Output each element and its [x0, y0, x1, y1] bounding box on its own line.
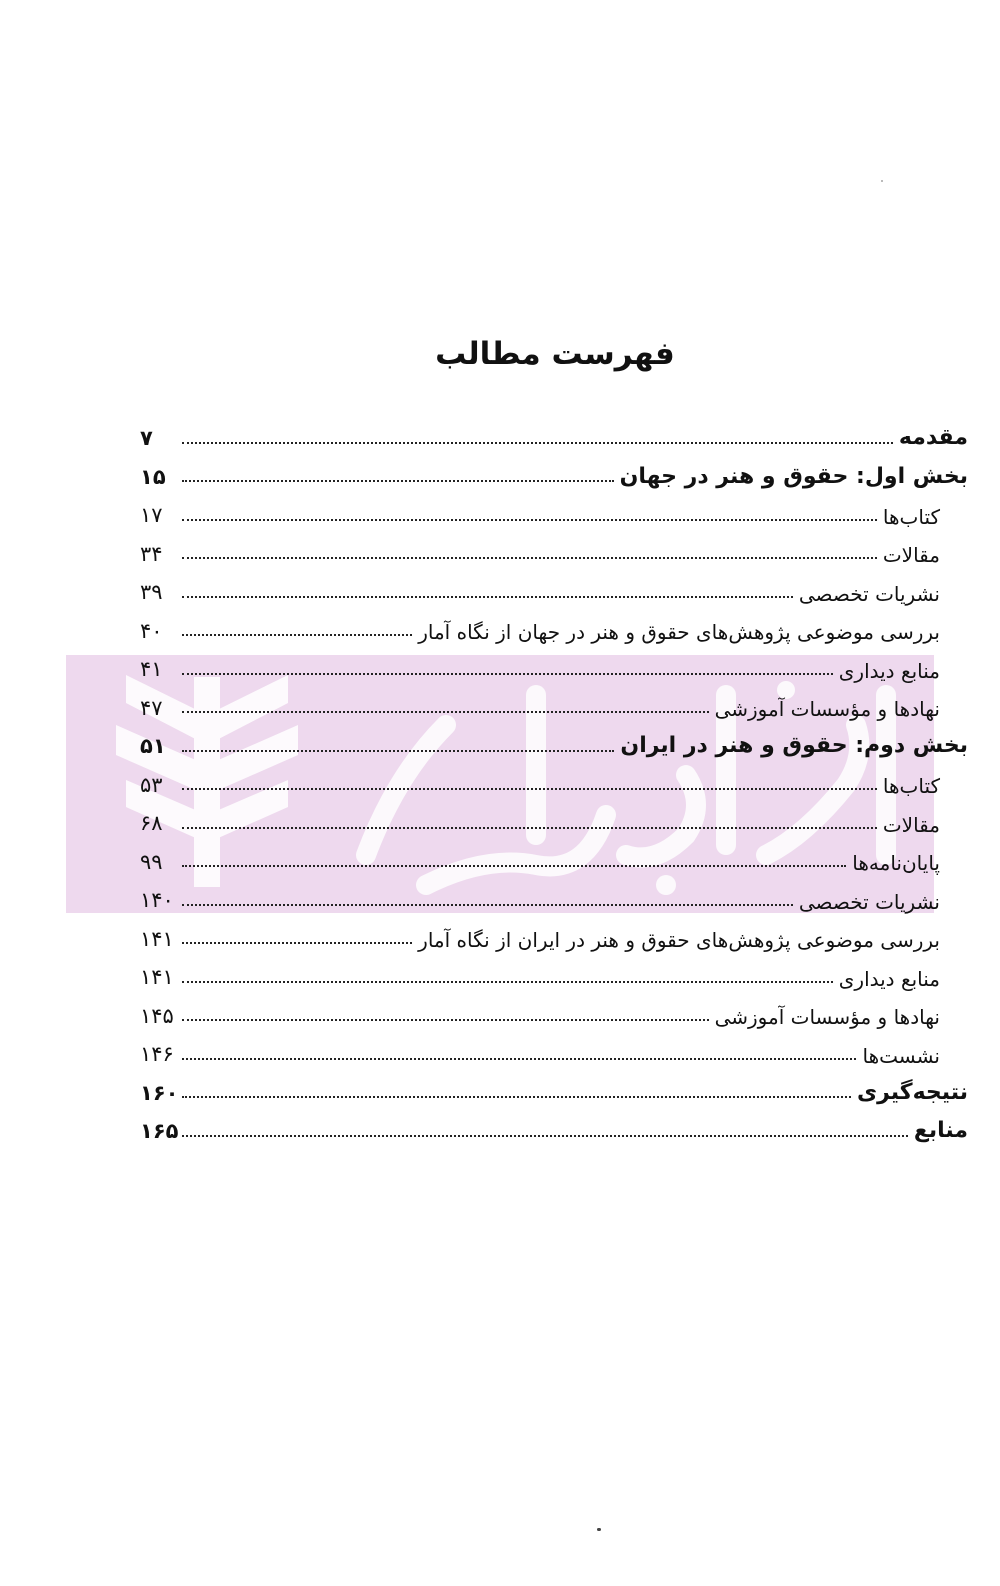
toc-entry-page-number: ۴۷ [140, 695, 163, 720]
toc-entry [140, 1028, 968, 1067]
dot-leader [182, 981, 833, 983]
dot-leader [182, 1135, 908, 1137]
toc-entry-label: نهادها و مؤسسات آموزشی [714, 697, 940, 721]
toc-entry-label: بررسی موضوعی پژوهش‌های حقوق و هنر در جهان از نگاه آمار [418, 620, 940, 644]
toc-entry [140, 913, 968, 952]
toc-entry-page-number: ۱۴۱ [140, 965, 174, 990]
dot-leader [182, 442, 893, 444]
toc-entry [140, 1105, 968, 1144]
dot-leader [182, 1096, 851, 1098]
toc-entry [140, 643, 968, 682]
toc-entry [140, 874, 968, 913]
toc-entry [140, 797, 968, 836]
toc-entry-label: مقالات [882, 812, 940, 837]
toc-entry-page-number: ۴۱ [140, 657, 163, 682]
dot-leader [182, 904, 793, 906]
toc-entry [140, 605, 968, 644]
toc-entry-label: بررسی موضوعی پژوهش‌های حقوق و هنر در ایران از نگاه آمار [418, 928, 940, 952]
toc-entry-page-number: ۱۴۵ [140, 1003, 174, 1028]
toc-entry-label: منابع دیداری [838, 658, 940, 683]
dot-leader [182, 711, 709, 713]
toc-entry-page-number: ۴۰ [140, 618, 163, 643]
toc-entry-page-number: ۱۷ [140, 503, 163, 528]
dot-leader [182, 634, 412, 636]
dot-leader [182, 750, 614, 752]
dot-leader [182, 1019, 709, 1021]
toc-entry [140, 720, 968, 759]
toc-entry-page-number: ۳۴ [140, 541, 163, 566]
dot-leader [182, 519, 877, 521]
toc-entry [140, 489, 968, 528]
toc-entry-page-number: ۱۴۰ [140, 888, 174, 913]
toc-entry [140, 990, 968, 1029]
page-dot [597, 1528, 601, 1531]
toc-entry-page-number: ۶۸ [140, 811, 163, 836]
toc-entry-label: پایان‌نامه‌ها [852, 851, 940, 875]
toc-entry-page-number: ۱۵ [140, 464, 166, 489]
toc-entry [140, 682, 968, 721]
toc-entry-label: نشست‌ها [862, 1043, 940, 1068]
toc-entry-page-number: ۵۳ [140, 772, 163, 797]
dot-leader [182, 596, 793, 598]
toc-entry-label: مقدمه [898, 425, 968, 451]
toc-entry-page-number: ۱۶۰ [140, 1080, 179, 1105]
dot-leader [182, 942, 412, 944]
dot-leader [182, 557, 877, 559]
toc-entry-page-number: ۱۶۵ [140, 1119, 179, 1144]
toc-entry-label: بخش دوم: حقوق و هنر در ایران [620, 733, 968, 759]
toc-entry-page-number: ۳۹ [140, 580, 163, 605]
toc-entry-page-number: ۹۹ [140, 849, 163, 874]
table-of-contents [140, 412, 968, 1144]
toc-entry-label: نتیجه‌گیری [856, 1079, 968, 1105]
toc-entry-label: مقالات [882, 543, 940, 567]
dot-leader [182, 1058, 856, 1060]
toc-entry [140, 759, 968, 798]
toc-entry-page-number: ۱۴۶ [140, 1042, 174, 1067]
toc-entry [140, 412, 968, 451]
dot-leader [182, 788, 877, 790]
dot-leader [182, 827, 877, 829]
toc-entry-label: منابع دیداری [838, 966, 940, 991]
dot-leader [182, 865, 846, 867]
toc-entry [140, 566, 968, 605]
toc-entry-label: نشریات تخصصی [798, 581, 940, 606]
toc-entry-page-number: ۷ [140, 426, 153, 451]
scan-speck [881, 180, 883, 182]
toc-entry-label: منابع [913, 1118, 968, 1144]
toc-entry-label: کتاب‌ها [882, 774, 940, 798]
toc-entry [140, 528, 968, 567]
dot-leader [182, 480, 614, 482]
toc-entry-label: بخش اول: حقوق و هنر در جهان [619, 463, 968, 489]
toc-entry-page-number: ۵۱ [140, 734, 166, 759]
toc-entry-label: نشریات تخصصی [798, 889, 940, 914]
toc-entry [140, 1067, 968, 1106]
toc-entry [140, 836, 968, 875]
toc-entry-page-number: ۱۴۱ [140, 926, 174, 951]
toc-title: فهرست مطالب [435, 336, 675, 372]
toc-entry-label: کتاب‌ها [882, 504, 940, 529]
toc-entry [140, 451, 968, 490]
toc-entry-label: نهادها و مؤسسات آموزشی [714, 1005, 940, 1029]
dot-leader [182, 673, 833, 675]
toc-entry [140, 951, 968, 990]
